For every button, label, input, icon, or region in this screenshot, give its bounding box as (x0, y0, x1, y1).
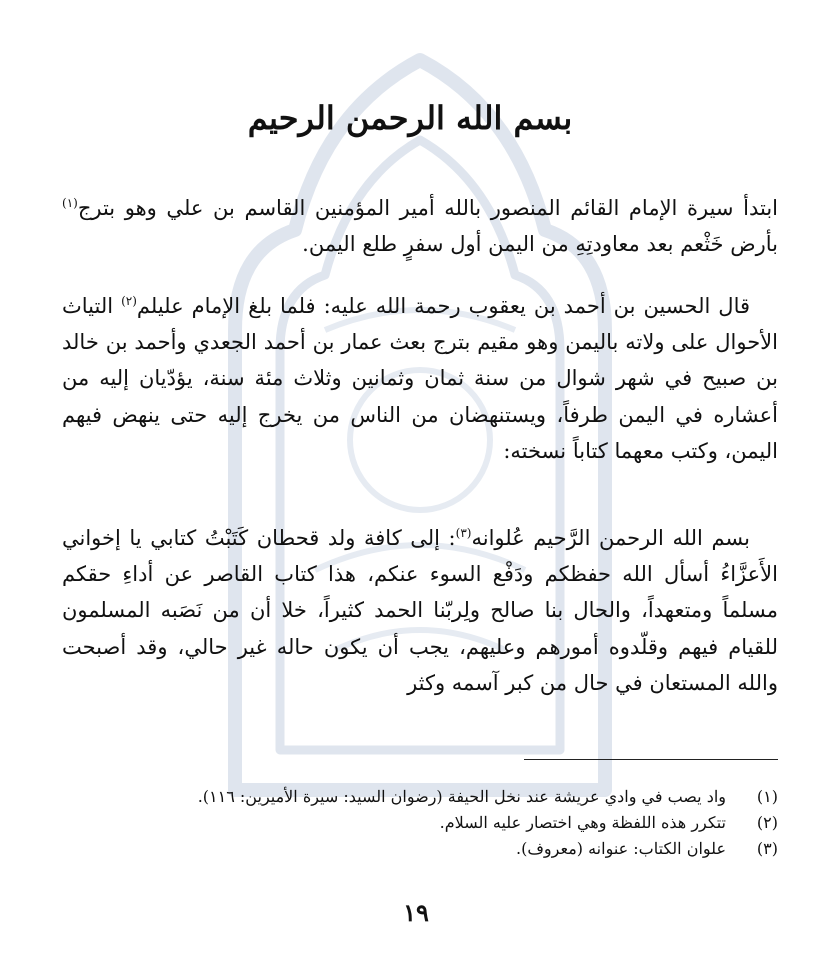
footnote-item (62, 810, 778, 836)
paragraph-text: بسم الله الرحمن الرَّحيم عُلوانه (471, 526, 751, 550)
footnote-item (62, 784, 778, 810)
paragraph-narration (62, 288, 778, 469)
paragraph-text: التياث الأحوال على ولاته باليمن وهو مقيم بترج بعث عمار بن أحمد الجعدي وأحمد بن خالد بن صبيح في شهر شوال من سنة ثمان وثمانين وثلاث مئة سنة، يؤدّيان إليه من أعشاره في اليمن طرفاً، ويستنهضان من الناس من يخرج إليه حتى ينهض فيهم اليمن، وكتب معهما كتاباً نسخته: (62, 294, 778, 463)
footnote-item (62, 836, 778, 862)
footnote-number: (٣) (756, 839, 778, 858)
footnote-text: علوان الكتاب: عنوانه (معروف). (516, 839, 726, 858)
paragraph-intro (62, 190, 778, 262)
paragraph-text: ابتدأ سيرة الإمام القائم المنصور بالله أمير المؤمنين القاسم بن علي وهو بترج (77, 196, 778, 220)
footnote-ref-1[interactable]: (١) (62, 196, 78, 210)
page-title: بسم الله الرحمن الرحيم (247, 99, 573, 138)
footnote-number: (١) (756, 787, 778, 806)
paragraph-text: : إلى كافة ولد قحطان كَتَبْتُ كتابي يا إخواني الأَعزَّاءُ أسأل الله حفظكم ودَفْع السوء عنكم، هذا كتاب القاصر عن أداءِ حقكم مسلماً ومتعهداً، والحال بنا صالح ولِربّنا الحمد كثيراً، خلا أن من نَصَبه المسلمون للقيام فيهم وقلّدوه أمورهم وعليهم، يجب أن يكون حاله غير حالي، وقد أصبحت والله المستعان في حال من كبر آسمه وكثر (62, 526, 778, 695)
paragraph-letter (62, 520, 778, 701)
footnote-ref-3[interactable]: (٣) (455, 526, 472, 540)
footnote-number: (٢) (756, 813, 778, 832)
footnote-ref-2[interactable]: (٢) (121, 294, 137, 308)
footnote-text: واد يصب في وادي عريشة عند نخل الحيفة (رضوان السيد: سيرة الأميرين: ١١٦). (197, 787, 726, 806)
paragraph-text: قال الحسين بن أحمد بن يعقوب رحمة الله عليه: فلما بلغ الإمام عليلم (136, 294, 751, 318)
page-number: ١٩ (403, 898, 429, 927)
paragraph-text: بأرض خَثْعم بعد معاودتِهِ من اليمن أول سفرٍ طلع اليمن. (302, 232, 778, 257)
footnotes-list (62, 784, 778, 862)
footnote-text: تتكرر هذه اللفظة وهي اختصار عليه السلام. (439, 813, 726, 832)
footnote-separator (524, 759, 778, 760)
